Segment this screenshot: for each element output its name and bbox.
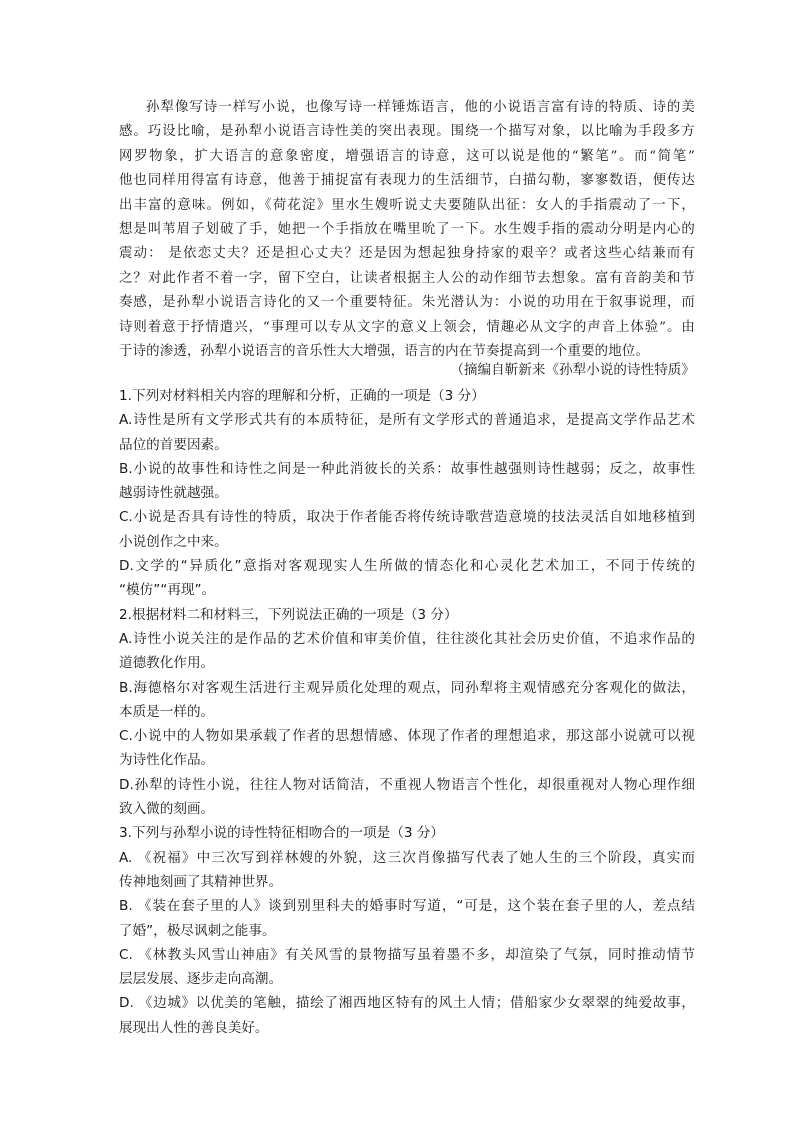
passage-line: 网罗物象，扩大语言的意象密度，增强语言的诗意，这可以说是他的“繁笔”。而“简笔” bbox=[119, 148, 695, 164]
passage-line: 之？对此作者不着一字，留下空白，让读者根据主人公的动作细节去想象。富有音韵美和节 bbox=[119, 270, 695, 286]
question-3-stem: 3.下列与孙犁小说的诗性特征相吻合的一项是（3 分） bbox=[119, 825, 445, 842]
question-1-option-c-cont: 小说创作之中来。 bbox=[119, 533, 228, 550]
question-2-option-a: A.诗性小说关注的是作品的艺术价值和审美价值，往往淡化其社会历史价值，不追求作品的 bbox=[119, 630, 695, 647]
question-2-option-c: C.小说中的人物如果承载了作者的思想情感、体现了作者的理想追求，那这部小说就可以视 bbox=[119, 728, 695, 745]
passage-line: 震动： 是依恋丈夫？还是担心丈夫？还是因为想起独身持家的艰辛？或者这些心结兼而有 bbox=[119, 246, 695, 262]
passage-source: （摘编自靳新来《孙犁小说的诗性特质》 bbox=[450, 362, 695, 378]
question-1-option-a-cont: 品位的首要因素。 bbox=[119, 436, 228, 453]
question-2-option-a-cont: 道德教化作用。 bbox=[119, 655, 215, 672]
question-1-option-d-cont: “模仿”“再现”。 bbox=[119, 582, 216, 599]
question-3-option-c-cont: 层层发展、逐步走向高潮。 bbox=[119, 971, 283, 988]
question-1-option-a: A.诗性是所有文学形式共有的本质特征，是所有文学形式的普通追求，是提高文学作品艺术 bbox=[119, 412, 695, 429]
passage-line: 于诗的渗透，孙犁小说语言的音乐性大大增强，语言的内在节奏提高到一个重要的地位。 bbox=[119, 343, 650, 359]
question-1-stem: 1.下列对材料相关内容的理解和分析，正确的一项是（3 分） bbox=[119, 388, 485, 404]
question-2-option-b: B.海德格尔对客观生活进行主观异质化处理的观点，同孙犁将主观情感充分客观化的做法， bbox=[119, 679, 695, 696]
passage-line: 孙犁像写诗一样写小说，也像写诗一样锤炼语言，他的小说语言富有诗的特质、诗的美 bbox=[146, 100, 695, 115]
passage-line: 他也同样用得富有诗意，他善于捕捉富有表现力的生活细节，白描勾勒，寥寥数语，便传达 bbox=[119, 173, 695, 189]
question-3-option-b-cont: 了婚”，极尽讽刺之能事。 bbox=[119, 922, 276, 939]
question-1-option-b-cont: 越弱诗性就越强。 bbox=[119, 485, 228, 502]
passage-line: 感。巧设比喻，是孙犁小说语言诗性美的突出表现。围绕一个描写对象，以比喻为手段多方 bbox=[119, 124, 695, 140]
question-3-option-a: A. 《祝福》中三次写到祥林嫂的外貌，这三次肖像描写代表了她人生的三个阶段，真实而 bbox=[119, 849, 695, 866]
question-1-option-d: D.文学的“异质化”意指对客观现实人生所做的情态化和心灵化艺术加工，不同于传统的 bbox=[119, 558, 695, 575]
question-3-option-b: B. 《装在套子里的人》谈到别里科夫的婚事时写道，“可是，这个装在套子里的人，差点结 bbox=[119, 898, 695, 915]
question-3-option-a-cont: 传神地刻画了其精神世界。 bbox=[119, 873, 283, 890]
questions-section bbox=[119, 384, 695, 1040]
question-3-option-c: C. 《林教头风雪山神庙》有关风雪的景物描写虽着墨不多，却渲染了气氛，同时推动情节 bbox=[119, 946, 695, 963]
passage-line: 想是叫苇眉子划破了手，她把一个手指放在嘴里吮了一下。水生嫂手指的震动分明是内心的 bbox=[119, 221, 695, 237]
passage-line: 出丰富的意味。例如，《荷花淀》里水生嫂听说丈夫要随队出征：女人的手指震动了一下， bbox=[119, 197, 695, 213]
question-2-option-c-cont: 为诗性化作品。 bbox=[119, 752, 215, 769]
question-3-option-d-cont: 展现出人性的善良美好。 bbox=[119, 1019, 269, 1036]
passage-line: 诗则着意于抒情遣兴，“事理可以专从文字的意义上领会，情趣必从文字的声音上体验”。由 bbox=[119, 319, 695, 335]
passage-text bbox=[119, 96, 695, 364]
question-2-option-b-cont: 本质是一样的。 bbox=[119, 703, 215, 720]
question-2-stem: 2.根据材料二和材料三，下列说法正确的一项是（3 分） bbox=[119, 606, 458, 623]
question-1-option-c: C.小说是否具有诗性的特质，取决于作者能否将传统诗歌营造意境的技法灵活自如地移植到 bbox=[119, 509, 695, 526]
passage-line: 奏感，是孙犁小说语言诗化的又一个重要特征。朱光潜认为：小说的功用在于叙事说理，而 bbox=[119, 295, 695, 311]
question-1-option-b: B.小说的故事性和诗性之间是一种此消彼长的关系：故事性越强则诗性越弱；反之，故事性 bbox=[119, 460, 695, 477]
question-2-option-d: D.孙犁的诗性小说，往往人物对话简洁，不重视人物语言个性化，却很重视对人物心理作细 bbox=[119, 776, 695, 793]
question-3-option-d: D. 《边城》以优美的笔触，描绘了湘西地区特有的风土人情；借船家少女翠翠的纯爱故事， bbox=[119, 995, 695, 1012]
question-2-option-d-cont: 致入微的刻画。 bbox=[119, 801, 215, 818]
